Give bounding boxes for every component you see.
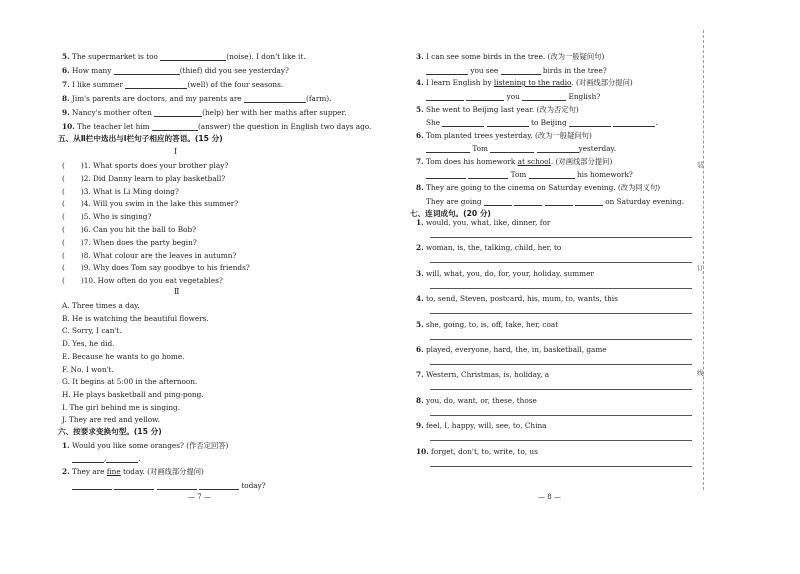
binding-mark: 线 (697, 369, 704, 377)
fill-item-8: 8. Jim's parents are doctors, and my parents are (farm). (62, 94, 332, 103)
word-order-item: 7. Western, Christmas, is, holiday, a (416, 370, 550, 380)
answer-paren[interactable]: ( (62, 199, 65, 209)
answer-blank[interactable] (466, 93, 504, 101)
answer-line[interactable] (430, 288, 692, 289)
matching-question: ( )1. What sports does your brother play? (62, 161, 229, 170)
answer-blank[interactable] (426, 171, 466, 179)
matching-answer: H. He plays basketball and ping-pong. (62, 389, 204, 399)
matching-question: ( )8. What colour are the leaves in autumn? (62, 250, 237, 260)
word-order-item: 5. she, going, to, is, off, take, her, coat (416, 319, 559, 329)
binding-mark: 订 (697, 264, 704, 272)
transform-item-4: 4. I learn English by listening to the radio. (对画线部分提问) (416, 78, 633, 87)
answer-blank[interactable] (490, 145, 534, 153)
answer-paren[interactable]: ( (62, 225, 65, 234)
answer-paren[interactable]: ( (62, 161, 65, 170)
page-number-7: — 7 — (188, 493, 211, 501)
matching-question: ( )4. Will you swim in the lake this summer? (62, 199, 239, 209)
matching-answer: G. It begins at 5:00 in the afternoon. (62, 377, 198, 387)
word-order-item: 4. to, send, Steven, postcard, his, mum, to, wants, this (416, 294, 618, 304)
answer-line[interactable] (430, 440, 692, 441)
column-2-label: Ⅱ (174, 287, 180, 296)
matching-question: ( )7. When does the party begin? (62, 237, 197, 247)
answer-paren[interactable]: ( (62, 250, 65, 260)
matching-question: ( )10. How often do you eat vegetables? (62, 276, 223, 286)
answer-blank[interactable] (468, 171, 508, 179)
answer-blank[interactable] (157, 482, 197, 490)
binding-mark: 装 (697, 161, 704, 169)
fill-item-9: 9. Nancy's mother often (help) her with her maths after supper. (62, 108, 347, 117)
answer-paren[interactable]: ( (62, 212, 65, 222)
word-order-item: 6. played, everyone, hard, the, in, basketball, game (416, 345, 607, 354)
answer-blank[interactable] (426, 93, 464, 101)
matching-answer: F. No, I won't. (62, 364, 114, 374)
column-1-label: Ⅰ (174, 147, 178, 156)
fill-item-6: 6. How many (thief) did you see yesterday? (62, 66, 289, 75)
transform-item-3: 3. I can see some birds in the tree. (改为一般疑问句) (416, 52, 605, 61)
answer-blank[interactable] (514, 198, 542, 206)
answer-paren[interactable]: ( (62, 186, 65, 196)
answer-blank[interactable] (244, 95, 306, 103)
word-order-item: 2. woman, is, the, talking, child, her, to (416, 243, 562, 253)
answer-blank[interactable] (613, 119, 655, 127)
word-order-item: 9. feel, I, happy, will, see, to, China (416, 421, 547, 431)
answer-blank[interactable] (152, 123, 198, 131)
transform-item-1: 1. Would you like some oranges? (作否定回答) (62, 441, 229, 450)
transform-item-2: 2. They are fine today. (对画线部分提问) (62, 467, 204, 476)
matching-answer: C. Sorry, I can't. (62, 326, 122, 336)
answer-paren[interactable]: ( (62, 237, 65, 247)
answer-paren[interactable]: ( (62, 263, 65, 273)
answer-line[interactable] (430, 313, 692, 314)
fill-item-5: 5. The supermarket is too (noise). I don't like it. (62, 52, 306, 61)
word-order-item: 3. will, what, you, do, for, your, holiday, summer (416, 268, 594, 278)
transform-answer-8: They are going on Saturday evening. (426, 197, 685, 206)
matching-question: ( )6. Can you hit the ball to Bob? (62, 225, 197, 234)
answer-blank[interactable] (529, 171, 575, 179)
binding-line (703, 30, 704, 490)
matching-question: ( )3. What is Li Ming doing? (62, 186, 179, 196)
transform-item-6: 6. Tom planted trees yesterday. (改为一般疑问句) (416, 131, 592, 140)
answer-blank[interactable] (442, 119, 484, 127)
fill-item-7: 7. I like summer (well) of the four seasons. (62, 80, 284, 89)
word-order-item: 8. you, do, want, or, these, those (416, 395, 537, 405)
answer-blank[interactable] (575, 198, 603, 206)
matching-answer: I. The girl behind me is singing. (62, 402, 181, 412)
answer-blank[interactable] (114, 482, 154, 490)
answer-line[interactable] (430, 466, 692, 467)
answer-blank[interactable] (114, 67, 180, 75)
answer-blank[interactable] (501, 67, 541, 75)
answer-blank[interactable] (160, 53, 226, 61)
page-number-8: — 8 — (538, 493, 561, 501)
answer-line[interactable] (430, 389, 692, 390)
matching-answer: J. They are red and yellow. (62, 415, 160, 425)
answer-blank[interactable] (199, 482, 239, 490)
matching-question: ( )2. Did Danny learn to play basketball? (62, 173, 226, 183)
transform-item-8: 8. They are going to the cinema on Saturday evening. (改为同义句) (416, 183, 661, 192)
answer-blank[interactable] (106, 455, 138, 463)
matching-question: ( )9. Why does Tom say goodbye to his friends? (62, 263, 250, 273)
answer-blank[interactable] (484, 198, 512, 206)
word-order-item: 1. would, you, what, like, dinner, for (416, 218, 551, 227)
matching-answer: B. He is watching the beautiful flowers. (62, 313, 209, 323)
transform-answer-4: you English? (426, 92, 600, 101)
transform-answer-2: today? (72, 481, 266, 490)
answer-line[interactable] (430, 339, 692, 340)
answer-line[interactable] (430, 262, 692, 263)
matching-answer: E. Because he wants to go home. (62, 351, 185, 361)
answer-line[interactable] (430, 415, 692, 416)
answer-blank[interactable] (522, 93, 566, 101)
answer-line[interactable] (430, 237, 692, 238)
transform-item-7: 7. Tom does his homework at school. (对画线部分提问) (416, 157, 613, 166)
transform-answer-3: you see birds in the tree? (426, 66, 607, 75)
answer-blank[interactable] (426, 67, 468, 75)
matching-answer: A. Three times a day. (62, 301, 140, 310)
matching-answer: D. Yes, he did. (62, 339, 115, 349)
section-5-title: 五、从Ⅱ栏中选出与Ⅰ栏句子相应的答语。(15 分) (58, 134, 223, 143)
section-6-title: 六、按要求变换句型。(15 分) (58, 427, 162, 436)
answer-line[interactable] (430, 364, 692, 365)
answer-paren[interactable]: ( (62, 173, 65, 183)
answer-blank[interactable] (487, 119, 529, 127)
answer-blank[interactable] (154, 109, 202, 117)
matching-question: ( )5. Who is singing? (62, 212, 152, 222)
answer-paren[interactable]: ( (62, 276, 65, 286)
answer-blank[interactable] (125, 81, 187, 89)
fill-item-10: 10. The teacher let him (answer) the question in English two days ago. (62, 122, 372, 131)
transform-answer-7: Tom his homework? (426, 170, 633, 179)
answer-blank[interactable] (426, 145, 470, 153)
answer-blank[interactable] (537, 145, 579, 153)
section-7-title: 七、连词成句。(20 分) (410, 209, 491, 218)
transform-item-5: 5. She went to Beijing last year. (改为否定句) (416, 105, 579, 114)
transform-answer-6: Tom yesterday. (426, 144, 616, 153)
word-order-item: 10. forget, don't, to, write, to, us (416, 446, 538, 456)
answer-blank[interactable] (72, 482, 112, 490)
transform-answer-5: She to Beijing . (426, 118, 658, 127)
answer-blank[interactable] (545, 198, 573, 206)
transform-answer-1: , . (72, 454, 141, 463)
answer-blank[interactable] (569, 119, 611, 127)
answer-blank[interactable] (72, 455, 104, 463)
